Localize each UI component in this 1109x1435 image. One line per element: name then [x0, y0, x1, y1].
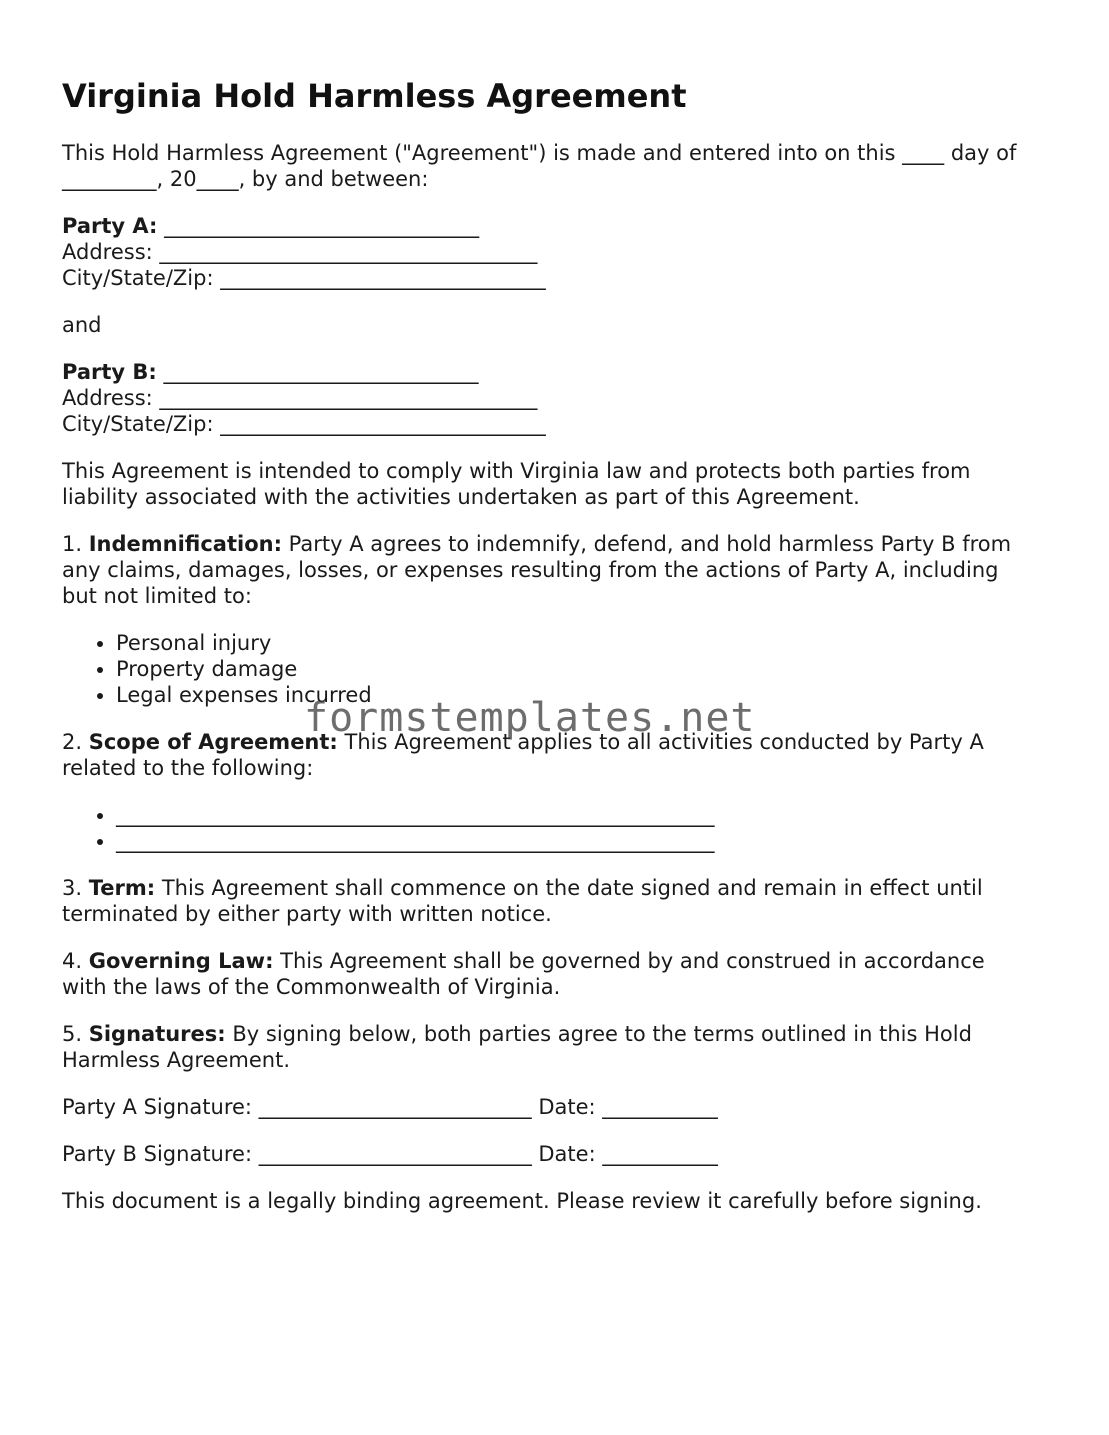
section-1-number: 1.: [62, 532, 89, 556]
and-text: and: [62, 313, 102, 337]
section-5-text: By signing below, both parties agree to the terms outlined in this Hold Harmless Agreement.: [62, 1022, 972, 1072]
party-b-name-blank: ______________________________: [156, 360, 479, 384]
party-a-label: Party A:: [62, 214, 158, 238]
list-item: • Personal injury: [116, 630, 1062, 656]
party-b-city-line: City/State/Zip: _______________________________: [62, 412, 546, 436]
document-page: [62, 72, 1062, 1235]
party-a-name-blank: ______________________________: [157, 214, 480, 238]
party-a-signature-line: Party A Signature: __________________________ Date: ___________: [62, 1095, 718, 1119]
list-item: • _________________________________________________________: [116, 828, 1062, 854]
scope-list: [62, 802, 1062, 854]
document-title: Virginia Hold Harmless Agreement: [62, 77, 687, 115]
list-item: • _________________________________________________________: [116, 802, 1062, 828]
party-b-address-line: Address: ____________________________________: [62, 386, 538, 410]
section-5-heading: Signatures:: [88, 1022, 226, 1046]
party-a-city-line: City/State/Zip: _______________________________: [62, 266, 546, 290]
list-item: • Legal expenses incurred: [116, 682, 1062, 708]
section-1-text: Party A agrees to indemnify, defend, and hold harmless Party B from any claims, damages, losses, or expenses resulting from the actions of Party A, including but not limited to:: [62, 532, 1012, 608]
section-4-heading: Governing Law:: [88, 949, 274, 973]
section-3-text: This Agreement shall commence on the date signed and remain in effect until terminated by either party with written notice.: [62, 876, 983, 926]
party-a-name-line: [62, 213, 1062, 239]
section-governing-law: [62, 948, 1062, 1000]
section-4-text: This Agreement shall be governed by and construed in accordance with the laws of the Commonwealth of Virginia.: [62, 949, 985, 999]
party-b-name-line: [62, 359, 1062, 385]
list-item: • Property damage: [116, 656, 1062, 682]
section-4-number: 4.: [62, 949, 89, 973]
watermark: formstemplates.net: [304, 695, 756, 741]
party-b-signature-line: Party B Signature: __________________________ Date: ___________: [62, 1142, 718, 1166]
section-3-number: 3.: [62, 876, 89, 900]
section-term: [62, 875, 1062, 927]
section-1-heading: Indemnification:: [88, 532, 282, 556]
section-5-number: 5.: [62, 1022, 89, 1046]
section-2-number: 2.: [62, 730, 89, 754]
section-3-heading: Term:: [88, 876, 156, 900]
section-indemnification: [62, 531, 1062, 609]
section-scope: [62, 729, 1062, 781]
party-a-block: [62, 213, 1062, 291]
section-2-heading: Scope of Agreement:: [88, 730, 338, 754]
intro-paragraph: This Hold Harmless Agreement ("Agreement") is made and entered into on this ____ day of _________, 20____, by and between:: [62, 141, 1017, 191]
party-b-label: Party B:: [62, 360, 157, 384]
party-b-block: [62, 359, 1062, 437]
closing-statement: This document is a legally binding agreement. Please review it carefully before signing.: [62, 1189, 982, 1213]
party-a-address-line: Address: ____________________________________: [62, 240, 538, 264]
indemnification-list: [62, 630, 1062, 708]
purpose-paragraph: This Agreement is intended to comply with Virginia law and protects both parties from liability associated with the activities undertaken as part of this Agreement.: [62, 459, 971, 509]
section-signatures: [62, 1021, 1062, 1073]
section-2-text: This Agreement applies to all activities conducted by Party A related to the following:: [62, 730, 984, 780]
